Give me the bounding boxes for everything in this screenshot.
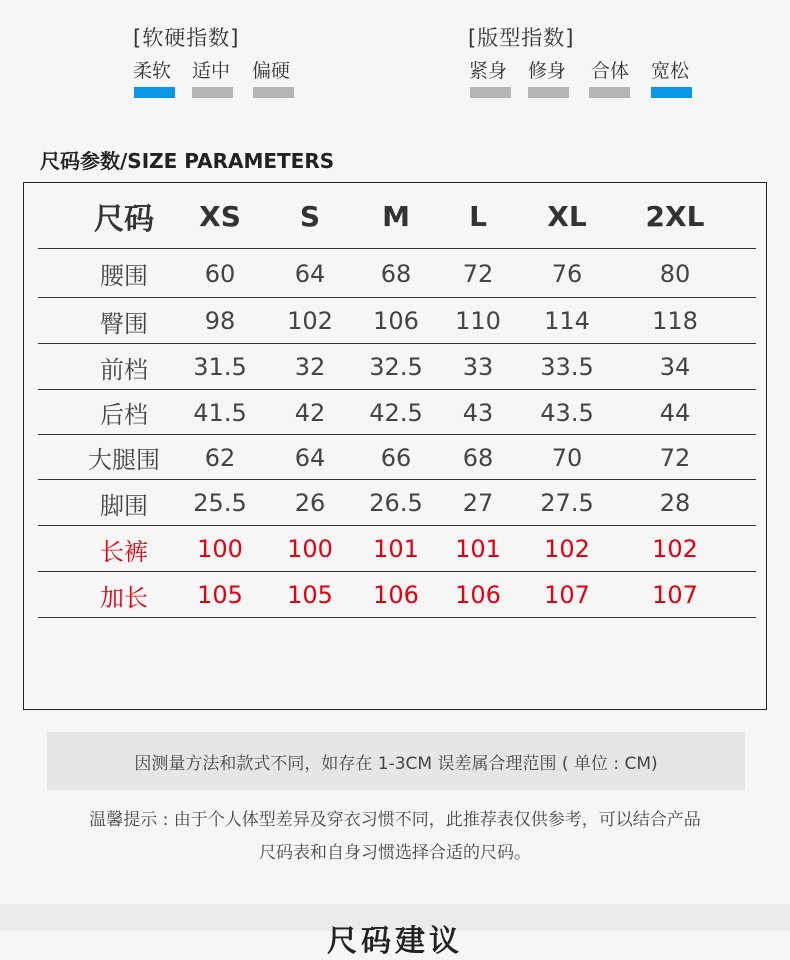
fit-bar-tight bbox=[470, 87, 511, 98]
row-label: 前档 bbox=[100, 355, 148, 384]
table-cell: 66 bbox=[380, 443, 412, 472]
table-cell: 72 bbox=[659, 443, 691, 472]
table-cell: 34 bbox=[659, 353, 691, 381]
fit-option-tight: 紧身 bbox=[469, 60, 508, 82]
table-cell: 31.5 bbox=[193, 353, 247, 381]
table-row bbox=[38, 480, 756, 526]
row-label: 长裤 bbox=[100, 537, 148, 566]
table-cell: 118 bbox=[652, 307, 698, 335]
table-cell: 100 bbox=[197, 535, 243, 563]
softness-bar-medium bbox=[192, 87, 233, 98]
table-cell: 44 bbox=[659, 398, 691, 427]
softness-option-medium: 适中 bbox=[192, 60, 231, 82]
table-cell: 114 bbox=[544, 307, 590, 335]
table-header-row bbox=[38, 183, 756, 249]
table-cell: 32 bbox=[294, 353, 326, 381]
fit-option-regular: 合体 bbox=[591, 60, 630, 82]
table-cell: 33 bbox=[462, 353, 494, 381]
table-cell: 26.5 bbox=[369, 489, 423, 517]
fit-title: [版型指数] bbox=[468, 26, 575, 50]
table-cell: 105 bbox=[287, 581, 333, 609]
header-m: M bbox=[382, 199, 410, 233]
header-s: S bbox=[299, 199, 321, 233]
table-cell: 76 bbox=[551, 259, 583, 288]
table-cell: 100 bbox=[287, 535, 333, 563]
table-cell: 80 bbox=[659, 259, 691, 288]
fit-option-slim: 修身 bbox=[528, 60, 567, 82]
row-label: 加长 bbox=[100, 583, 148, 612]
table-cell: 43 bbox=[462, 398, 494, 427]
table-cell: 70 bbox=[551, 443, 583, 472]
table-row bbox=[38, 390, 756, 435]
softness-option-soft: 柔软 bbox=[133, 60, 172, 82]
header-xl: XL bbox=[547, 199, 587, 233]
table-cell: 42 bbox=[294, 398, 326, 427]
table-cell: 101 bbox=[455, 535, 501, 563]
table-row bbox=[38, 526, 756, 572]
fit-bar-regular bbox=[589, 87, 630, 98]
table-cell: 107 bbox=[652, 581, 698, 609]
row-label: 臀围 bbox=[100, 309, 148, 338]
table-row bbox=[38, 344, 756, 390]
table-cell: 105 bbox=[197, 581, 243, 609]
table-cell: 106 bbox=[373, 581, 419, 609]
table-cell: 62 bbox=[204, 443, 236, 472]
size-parameters-heading: 尺码参数/SIZE PARAMETERS bbox=[40, 149, 335, 173]
table-cell: 102 bbox=[652, 535, 698, 563]
table-cell: 27.5 bbox=[540, 489, 594, 517]
tip-line-1: 温馨提示 : 由于个人体型差异及穿衣习惯不同，此推荐表仅供参考，可以结合产品 bbox=[89, 810, 701, 830]
header-2xl: 2XL bbox=[645, 199, 705, 233]
fit-bar-loose bbox=[651, 87, 692, 98]
table-cell: 27 bbox=[462, 489, 494, 517]
table-row bbox=[38, 435, 756, 480]
table-cell: 106 bbox=[373, 307, 419, 335]
table-row bbox=[38, 298, 756, 344]
header-size: 尺码 bbox=[94, 202, 154, 237]
table-cell: 33.5 bbox=[540, 353, 594, 381]
fit-bar-slim bbox=[528, 87, 569, 98]
table-cell: 42.5 bbox=[369, 398, 423, 427]
table-cell: 102 bbox=[544, 535, 590, 563]
table-row bbox=[38, 572, 756, 618]
fit-option-loose: 宽松 bbox=[651, 60, 690, 82]
table-cell: 32.5 bbox=[369, 353, 423, 381]
table-row bbox=[38, 249, 756, 298]
row-label: 脚围 bbox=[100, 491, 148, 520]
size-advice-section bbox=[0, 904, 790, 959]
table-cell: 68 bbox=[380, 259, 412, 288]
row-label: 腰围 bbox=[100, 262, 148, 290]
table-cell: 64 bbox=[294, 259, 326, 288]
row-label: 大腿围 bbox=[88, 446, 160, 474]
size-advice-title: 尺码建议 bbox=[327, 924, 463, 959]
measurement-note bbox=[47, 732, 745, 790]
table-cell: 68 bbox=[462, 443, 494, 472]
table-cell: 102 bbox=[287, 307, 333, 335]
table-cell: 110 bbox=[455, 307, 501, 335]
table-cell: 107 bbox=[544, 581, 590, 609]
table-cell: 64 bbox=[294, 443, 326, 472]
table-cell: 106 bbox=[455, 581, 501, 609]
softness-bar-hard bbox=[253, 87, 294, 98]
size-table bbox=[23, 182, 767, 710]
tip-line-2: 尺码表和自身习惯选择合适的尺码。 bbox=[259, 843, 531, 863]
table-cell: 98 bbox=[204, 307, 236, 335]
softness-title: [软硬指数] bbox=[133, 26, 240, 50]
table-cell: 72 bbox=[462, 259, 494, 288]
softness-option-hard: 偏硬 bbox=[252, 60, 291, 82]
softness-bar-soft bbox=[134, 87, 175, 98]
row-label: 后档 bbox=[100, 401, 148, 429]
table-cell: 25.5 bbox=[193, 489, 247, 517]
table-cell: 101 bbox=[373, 535, 419, 563]
table-cell: 26 bbox=[294, 489, 326, 517]
table-cell: 41.5 bbox=[193, 398, 247, 427]
row-divider bbox=[38, 617, 756, 618]
header-l: L bbox=[469, 199, 487, 233]
table-cell: 60 bbox=[204, 259, 236, 288]
table-cell: 43.5 bbox=[540, 398, 594, 427]
header-xs: XS bbox=[199, 199, 241, 233]
measurement-note-text: 因测量方法和款式不同，如存在 1-3CM 误差属合理范围 ( 单位 : CM) bbox=[134, 753, 658, 774]
table-cell: 28 bbox=[659, 489, 691, 517]
